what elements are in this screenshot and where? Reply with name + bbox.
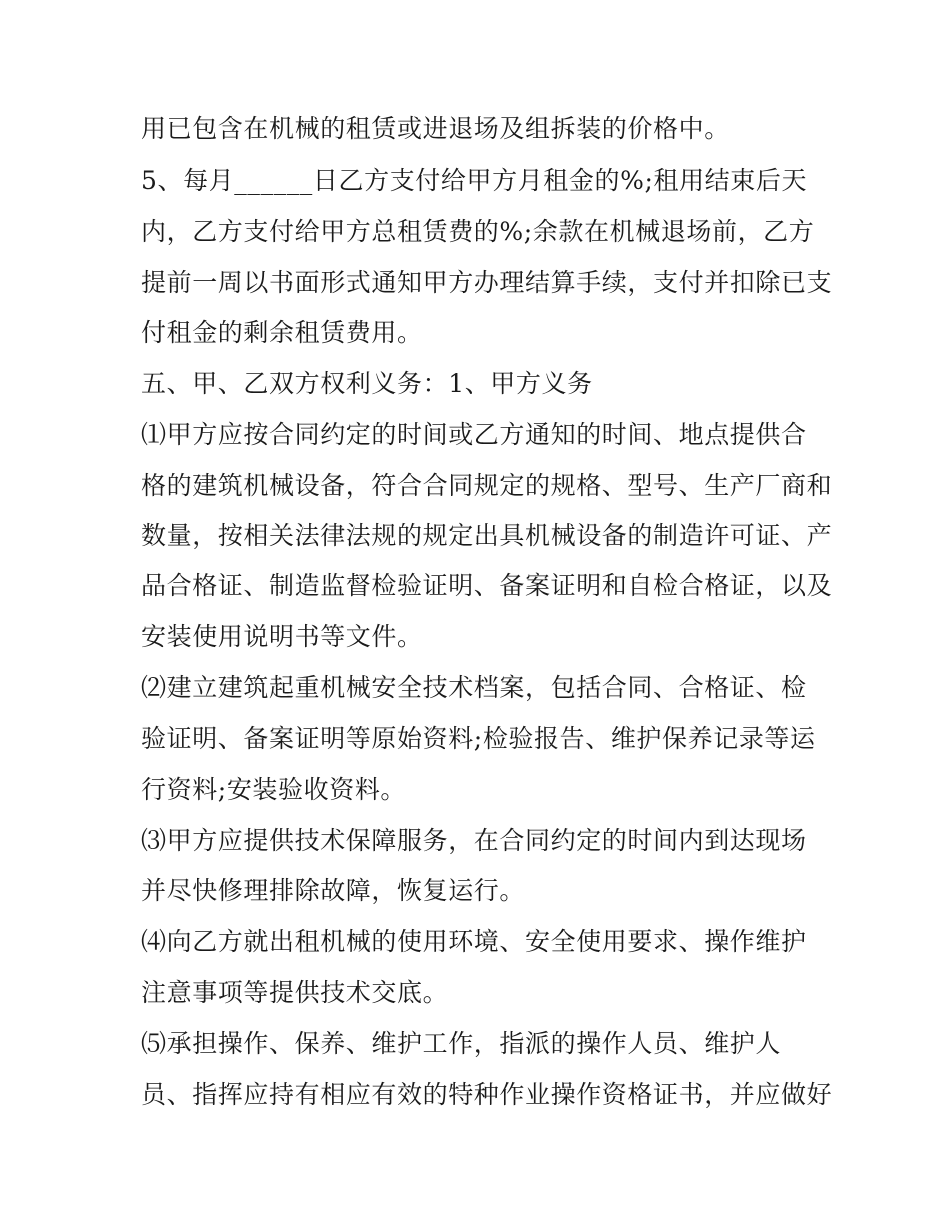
text-line: 注意事项等提供技术交底。 xyxy=(141,978,449,1007)
text-line: 品合格证、制造监督检验证明、备案证明和自检合格证，以及 xyxy=(141,571,833,600)
text-line: ⑸承担操作、保养、维护工作，指派的操作人员、维护人 xyxy=(141,1029,782,1058)
text-line: 付租金的剩余租赁费用。 xyxy=(141,318,423,347)
text-line: 格的建筑机械设备，符合合同规定的规格、型号、生产厂商和 xyxy=(141,471,833,500)
text-line: 5、每月______日乙方支付给甲方月租金的%;租用结束后天 xyxy=(141,166,808,195)
text-line: 行资料;安装验收资料。 xyxy=(141,775,407,804)
text-line: ⑷向乙方就出租机械的使用环境、安全使用要求、操作维护 xyxy=(141,927,807,956)
text-line: 员、指挥应持有相应有效的特种作业操作资格证书，并应做好 xyxy=(141,1080,833,1109)
text-line: 提前一周以书面形式通知甲方办理结算手续，支付并扣除已支 xyxy=(141,268,833,297)
text-line: 并尽快修理排除故障，恢复运行。 xyxy=(141,876,526,905)
section-heading: 五、甲、乙双方权利义务：1、甲方义务 xyxy=(141,369,593,398)
text-line: 内，乙方支付给甲方总租赁费的%;余款在机械退场前，乙方 xyxy=(141,217,815,246)
text-line: ⑴甲方应按合同约定的时间或乙方通知的时间、地点提供合 xyxy=(141,420,807,449)
text-line: 数量，按相关法律法规的规定出具机械设备的制造许可证、产 xyxy=(141,521,833,550)
text-line: ⑶甲方应提供技术保障服务，在合同约定的时间内到达现场 xyxy=(141,826,807,855)
text-line: 验证明、备案证明等原始资料;检验报告、维护保养记录等运 xyxy=(141,724,816,753)
text-line: 安装使用说明书等文件。 xyxy=(141,622,423,651)
text-line: ⑵建立建筑起重机械安全技术档案，包括合同、合格证、检 xyxy=(141,673,807,702)
text-line: 用已包含在机械的租赁或进退场及组拆装的价格中。 xyxy=(141,114,730,143)
